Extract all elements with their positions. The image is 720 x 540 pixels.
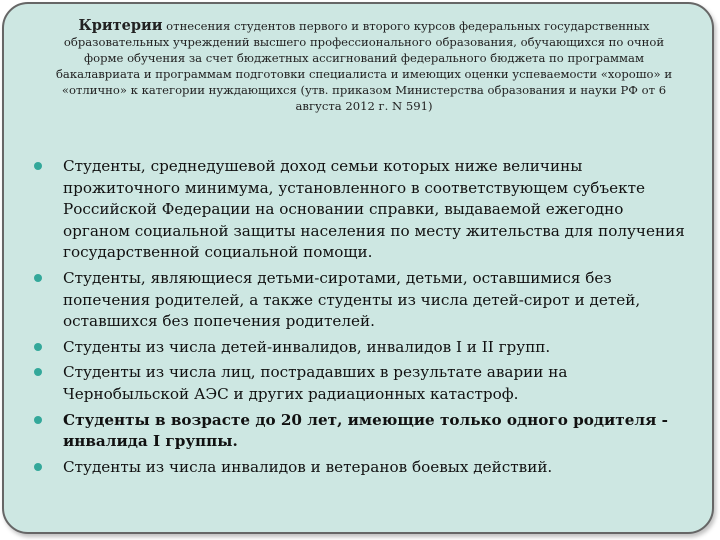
list-item xyxy=(32,457,692,479)
list-item xyxy=(32,362,692,405)
list-item xyxy=(32,337,692,359)
slide-panel xyxy=(2,2,714,534)
bullet-dot-icon xyxy=(34,274,42,282)
list-item-text: Студенты, являющиеся детьми-сиротами, детьми, оставшимися без попечения родителей, а также студенты из числа детей-сирот и детей, оставшихся без попечения родителей. xyxy=(63,268,641,331)
header-lead: Критерии xyxy=(78,17,163,34)
list-item-text: Студенты из числа инвалидов и ветеранов боевых действий. xyxy=(63,457,553,476)
criteria-list xyxy=(32,156,692,482)
list-item-text: Студенты из числа детей-инвалидов, инвалидов I и II групп. xyxy=(63,337,551,356)
list-item xyxy=(32,410,692,453)
header-text: отнесения студентов первого и второго курсов федеральных государственных образовательных учреждений высшего профессионального образования, обучающихся по очной форме обучения за счет бюджетных ассигнований федерального бюджета по программам бакалавриата и программам подготовки специалиста и имеющих оценки успеваемости «хорошо» и «отлично» к категории нуждающихся (утв. приказом Министерства образования и науки РФ от 6 августа 2012 г. N 591) xyxy=(55,19,673,113)
list-item-text: Студенты, среднедушевой доход семьи которых ниже величины прожиточного минимума, установленного в соответствующем субъекте Российской Федерации на основании справки, выдаваемой ежегодно органом социальной защиты населения по месту жительства для получения государственной социальной помощи. xyxy=(63,157,685,262)
list-item-text: Студенты в возрасте до 20 лет, имеющие только одного родителя - инвалида I группы. xyxy=(63,410,668,451)
bullet-dot-icon xyxy=(34,162,42,170)
bullet-dot-icon xyxy=(34,368,42,376)
bullet-dot-icon xyxy=(34,416,42,424)
slide-header xyxy=(44,18,684,114)
bullet-dot-icon xyxy=(34,463,42,471)
list-item xyxy=(32,156,692,264)
list-item-text: Студенты из числа лиц, пострадавших в результате аварии на Чернобыльской АЭС и других радиационных катастроф. xyxy=(63,363,568,403)
list-item xyxy=(32,268,692,333)
bullet-dot-icon xyxy=(34,343,42,351)
